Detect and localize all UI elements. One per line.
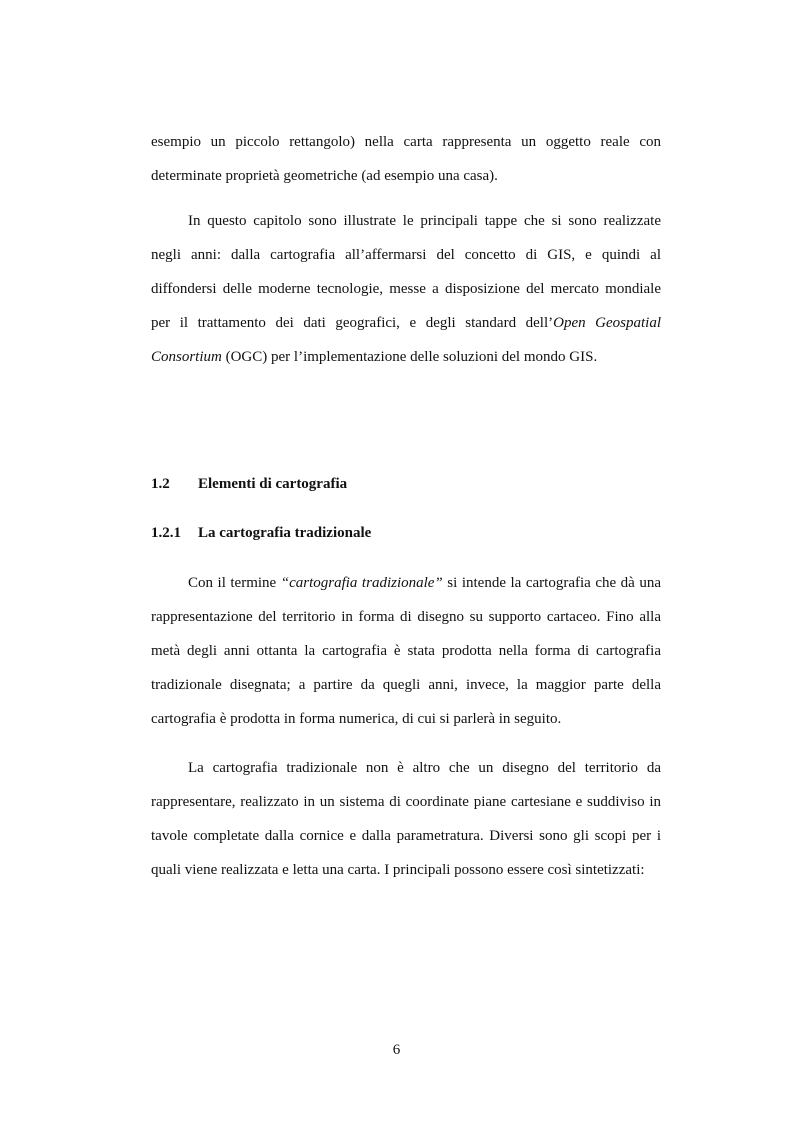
paragraph-description: La cartografia tradizionale non è altro che un disegno del territorio da rappresentare, realizzato in un sistema di coordinate piane cartesiane e suddiviso in tavole completate dalla cornice e dalla parametratura. Diversi sono gli scopi per i quali viene realizzata e letta una carta. I principali possono essere così sintetizzati:	[151, 760, 661, 878]
subsection-title: La cartografia tradizionale	[198, 525, 372, 541]
italic-term: Open Geospatial Consortium	[151, 315, 661, 365]
paragraph-intro-continuation: esempio un piccolo rettangolo) nella carta rappresenta un oggetto reale con determinate proprietà geometriche (ad esempio una casa).	[151, 134, 661, 184]
subsection-heading	[151, 523, 371, 543]
paragraph-text: si intende la cartografia che dà una rappresentazione del territorio in forma di disegno su supporto cartaceo. Fino alla metà degli anni ottanta la cartografia è stata prodotta nella forma di cartografia tradizionale disegnata; a partire da quegli anni, invece, la maggior parte della cartografia è prodotta in forma numerica, di cui si parlerà in seguito.	[151, 575, 662, 727]
section-title: Elementi di cartografia	[198, 476, 348, 492]
page-number: 6	[392, 1042, 401, 1058]
subsection-number: 1.2.1	[151, 525, 181, 541]
paragraph-chapter-overview	[151, 204, 661, 374]
paragraph-definition	[151, 566, 661, 736]
paragraph-text: In questo capitolo sono illustrate le principali tappe che si sono realizzate negli anni: dalla cartografia all’affermarsi del concetto di GIS, e quindi al diffondersi delle moderne tecnologie, messe a disposizione del mercato mondiale per il trattamento dei dati geografici, e degli standard dell’	[151, 213, 661, 331]
section-heading	[151, 474, 347, 494]
section-number: 1.2	[151, 476, 170, 492]
paragraph-text: Con il termine	[188, 575, 281, 591]
italic-term: “cartografia tradizionale”	[280, 575, 443, 591]
paragraph-text: (OGC) per l’implementazione delle soluzioni del mondo GIS.	[221, 349, 598, 365]
